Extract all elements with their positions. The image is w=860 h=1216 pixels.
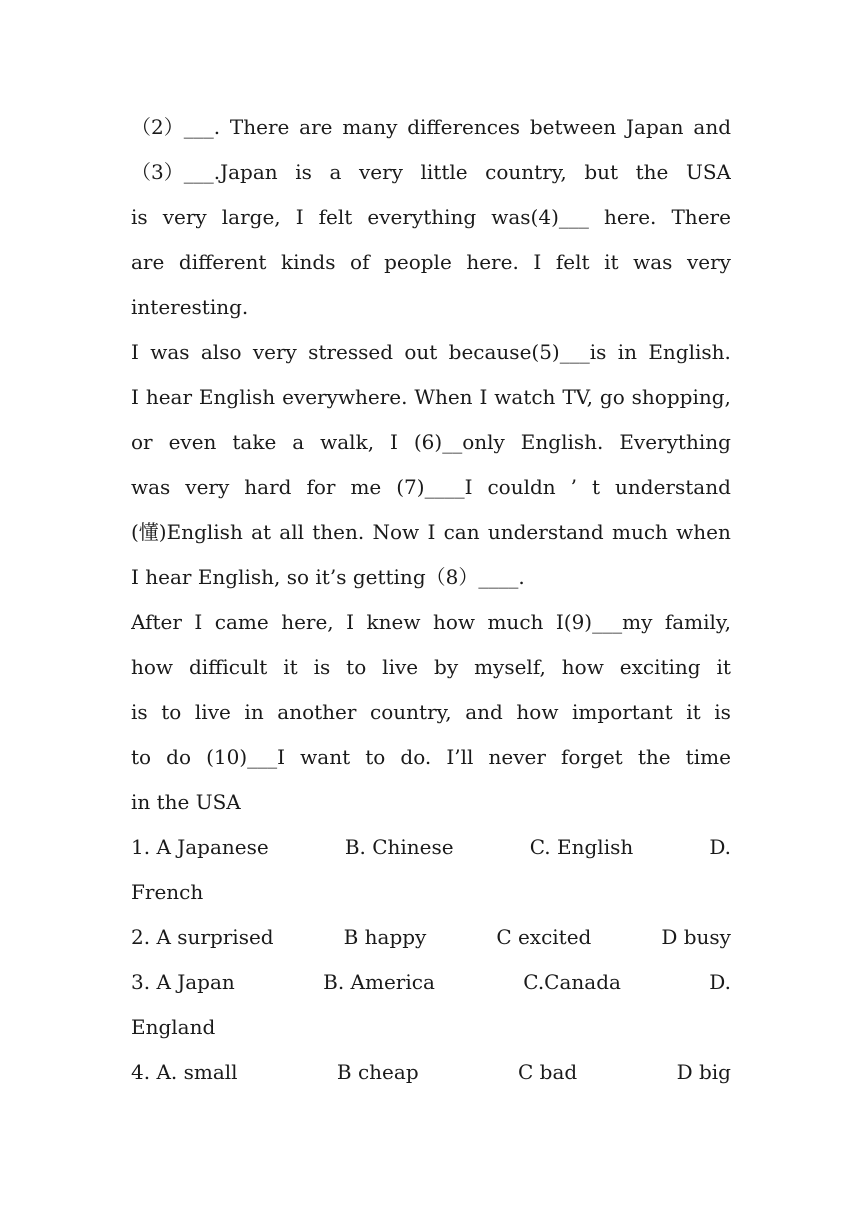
word: is (131, 700, 148, 724)
word: very (686, 250, 731, 274)
word: here. (466, 250, 519, 274)
word: knew (366, 610, 421, 634)
word: go (599, 385, 625, 409)
passage-line (131, 150, 731, 195)
word: watch (494, 385, 556, 409)
question-options-row (131, 825, 731, 870)
word: (懂)English (131, 520, 243, 544)
answer-option: B. Chinese (344, 835, 454, 859)
word: There (671, 205, 731, 229)
word: because(5)___is (448, 340, 607, 364)
word: I (194, 610, 203, 634)
answer-option: C.Canada (523, 970, 621, 994)
word: very (185, 475, 230, 499)
word: but (584, 160, 619, 184)
word: English. (520, 430, 604, 454)
word: understand (615, 475, 731, 499)
answer-option: D big (676, 1060, 731, 1084)
word: Japan (626, 115, 684, 139)
word: it (283, 655, 298, 679)
word: here, (281, 610, 334, 634)
word: to (365, 745, 386, 769)
word: exciting (619, 655, 701, 679)
word: by (434, 655, 459, 679)
word: at (251, 520, 272, 544)
answer-option: 2. A surprised (131, 925, 274, 949)
word: all (279, 520, 305, 544)
word: was (131, 475, 171, 499)
word: are (299, 115, 333, 139)
word: little (420, 160, 468, 184)
word: （2）___. (131, 115, 221, 139)
passage-line (131, 600, 731, 645)
word: in (244, 700, 264, 724)
word: many (342, 115, 398, 139)
word: how (432, 610, 475, 634)
answer-option: 4. A. small (131, 1060, 238, 1084)
word: After (131, 610, 182, 634)
passage-line (131, 375, 731, 420)
word: came (214, 610, 269, 634)
answer-option: D. (709, 970, 731, 994)
answer-option: C. English (529, 835, 634, 859)
passage-line: in the USA (131, 790, 241, 814)
word: (6)__only (413, 430, 505, 454)
word: a (292, 430, 305, 454)
word: was(4)___ (491, 205, 589, 229)
word: I (427, 520, 436, 544)
word: a (329, 160, 342, 184)
passage-line (131, 195, 731, 240)
passage-line (131, 240, 731, 285)
word: when (676, 520, 731, 544)
word: do. (400, 745, 432, 769)
word: is (313, 655, 331, 679)
word: live (382, 655, 419, 679)
passage-line (131, 330, 731, 375)
word: everywhere. (282, 385, 408, 409)
word: and (693, 115, 731, 139)
word: very (358, 160, 403, 184)
answer-option: B happy (343, 925, 427, 949)
word: I (346, 610, 355, 634)
word: Now (372, 520, 420, 544)
answer-option: C bad (518, 1060, 578, 1084)
word: understand (487, 520, 604, 544)
word: another (277, 700, 357, 724)
word: felt (318, 205, 353, 229)
word: t (591, 475, 601, 499)
word: country, (370, 700, 452, 724)
word: walk, (320, 430, 375, 454)
passage-line (131, 690, 731, 735)
word: then. (312, 520, 365, 544)
word: of (350, 250, 370, 274)
word: live (194, 700, 231, 724)
answer-option: 3. A Japan (131, 970, 235, 994)
word: There (229, 115, 290, 139)
passage-line (131, 645, 731, 690)
word: can (443, 520, 480, 544)
word: USA (685, 160, 731, 184)
word: family, (664, 610, 731, 634)
word: very (162, 205, 207, 229)
word: English (198, 385, 276, 409)
question-options-row (131, 960, 731, 1005)
word: couldn (487, 475, 556, 499)
word: I(9)___my (555, 610, 653, 634)
question-options-row (131, 915, 731, 960)
word: (10)___I (206, 745, 286, 769)
word: it (716, 655, 731, 679)
word: how (131, 655, 174, 679)
word: are (131, 250, 165, 274)
question-options-row (131, 1050, 731, 1095)
word: forget (561, 745, 623, 769)
word: English. (648, 340, 731, 364)
word: When (414, 385, 473, 409)
word: to (161, 700, 182, 724)
word: take (232, 430, 277, 454)
word: to (131, 745, 152, 769)
document-page (131, 105, 731, 1095)
question-line: England (131, 1015, 216, 1039)
word: want (300, 745, 351, 769)
answer-option: C excited (496, 925, 592, 949)
word: is (295, 160, 312, 184)
word: myself, (474, 655, 546, 679)
answer-option: B. America (323, 970, 435, 994)
word: also (200, 340, 242, 364)
word: hard (244, 475, 292, 499)
word: it (604, 250, 619, 274)
answer-option: D busy (661, 925, 731, 949)
word: I (131, 385, 139, 409)
word: everything (367, 205, 477, 229)
word: here. (603, 205, 657, 229)
passage-line (131, 465, 731, 510)
word: I (295, 205, 304, 229)
word: even (168, 430, 217, 454)
word: (7)____I (396, 475, 473, 499)
word: how (561, 655, 604, 679)
word: difficult (188, 655, 268, 679)
word: （3）___.Japan (131, 160, 278, 184)
passage-line (131, 735, 731, 780)
word: Everything (619, 430, 731, 454)
word: or (131, 430, 153, 454)
word: important (572, 700, 673, 724)
word: different (178, 250, 267, 274)
word: me (350, 475, 382, 499)
word: for (306, 475, 336, 499)
question-line: French (131, 880, 204, 904)
word: the (637, 745, 671, 769)
answer-option: D. (709, 835, 731, 859)
word: large, (221, 205, 281, 229)
passage-line (131, 105, 731, 150)
passage-line (131, 420, 731, 465)
word: hear (145, 385, 193, 409)
word: it (686, 700, 701, 724)
word: and (465, 700, 503, 724)
word: never (488, 745, 546, 769)
word: I (533, 250, 542, 274)
word: much (611, 520, 668, 544)
word: kinds (281, 250, 336, 274)
word: country, (485, 160, 567, 184)
word: people (384, 250, 452, 274)
passage-line: interesting. (131, 295, 249, 319)
word: between (529, 115, 617, 139)
word: TV, (562, 385, 593, 409)
answer-option: 1. A Japanese (131, 835, 269, 859)
word: very (252, 340, 297, 364)
word: felt (555, 250, 590, 274)
word: to (346, 655, 367, 679)
word: I (479, 385, 488, 409)
word: shopping, (631, 385, 731, 409)
word: stressed (308, 340, 394, 364)
word: was (150, 340, 190, 364)
word: ’ (570, 475, 577, 499)
word: much (487, 610, 544, 634)
word: differences (407, 115, 521, 139)
passage-line: I hear English, so it’s getting（8）____. (131, 565, 525, 589)
passage (131, 105, 731, 825)
word: how (516, 700, 559, 724)
word: in (617, 340, 637, 364)
answer-option: B cheap (336, 1060, 419, 1084)
word: I (390, 430, 398, 454)
word: out (404, 340, 438, 364)
word: time (685, 745, 731, 769)
word: I (131, 340, 139, 364)
word: was (633, 250, 673, 274)
word: is (131, 205, 148, 229)
word: the (635, 160, 669, 184)
word: do (166, 745, 192, 769)
word: is (714, 700, 731, 724)
passage-line (131, 510, 731, 555)
word: I’ll (446, 745, 474, 769)
questions (131, 825, 731, 1095)
